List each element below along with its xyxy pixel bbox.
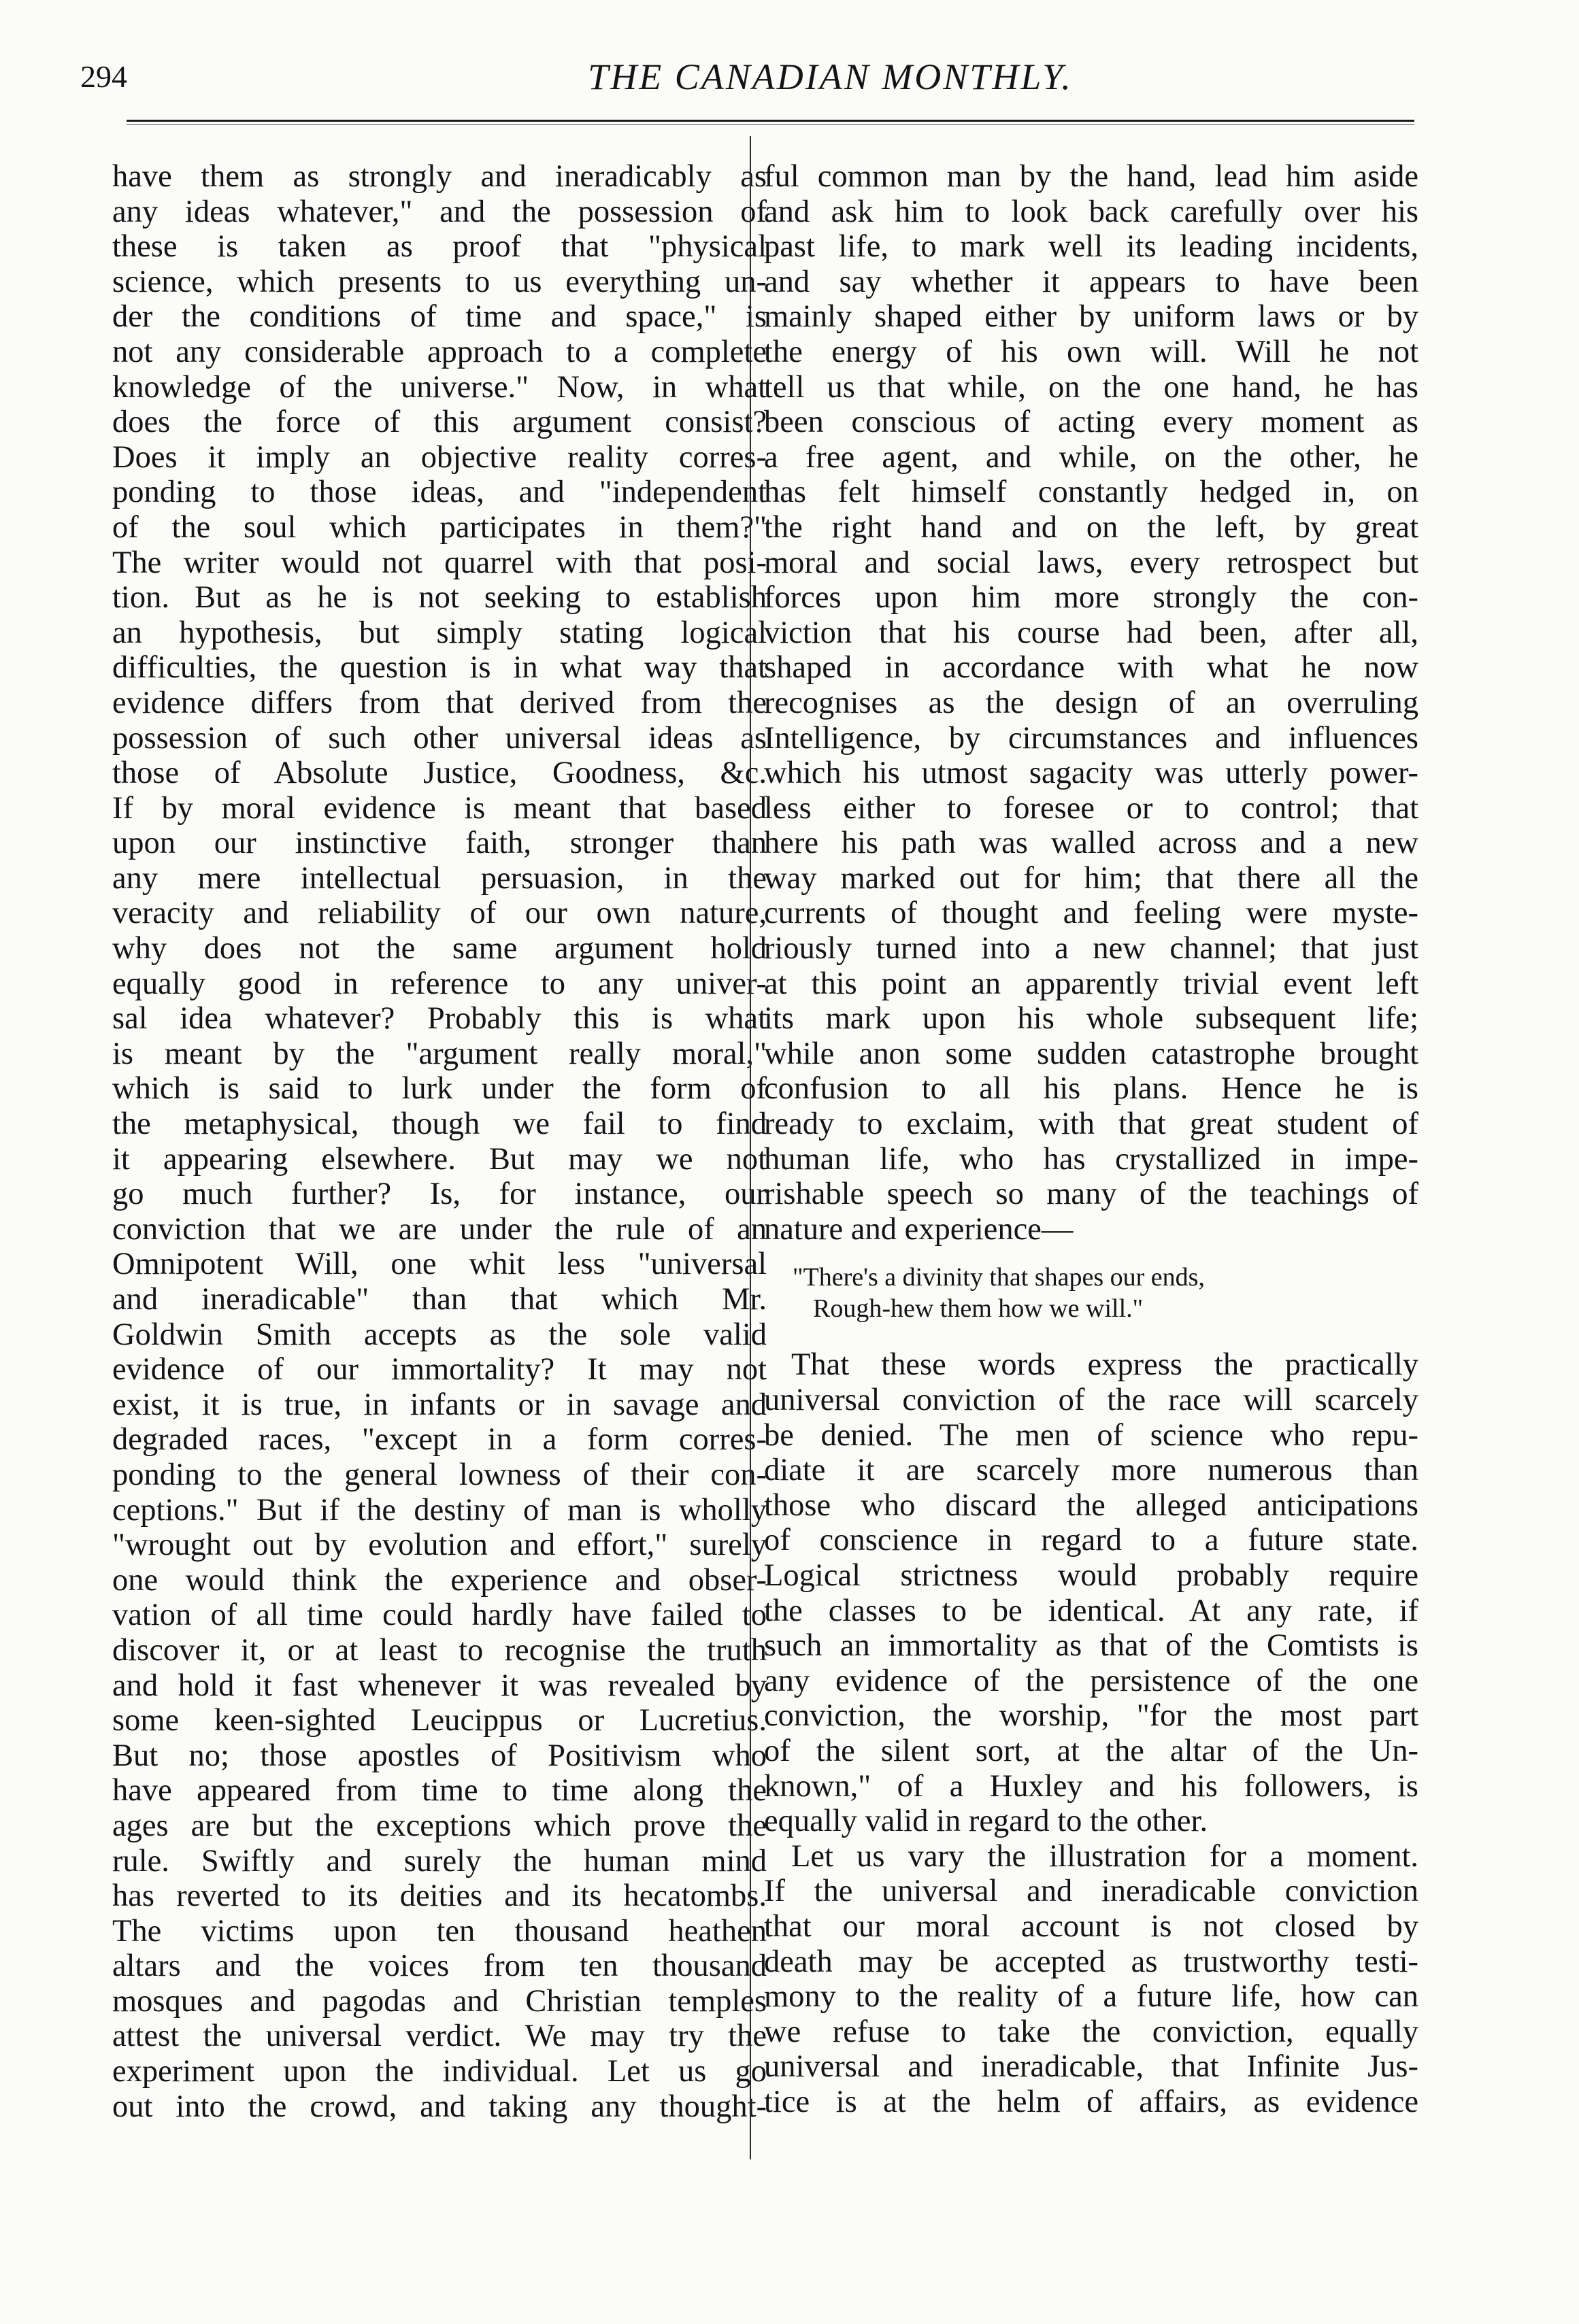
text-line: does the force of this argument consist? [112, 405, 767, 440]
text-line: "wrought out by evolution and effort," surely [112, 1528, 767, 1563]
text-line: rule. Swiftly and surely the human mind [112, 1843, 767, 1879]
text-line: the metaphysical, though we fail to find [112, 1107, 767, 1142]
text-line: If the universal and ineradicable conviction [764, 1874, 1418, 1909]
text-line: difficulties, the question is in what way that [112, 650, 767, 686]
text-line: der the conditions of time and space," is [112, 299, 767, 335]
text-line: sal idea whatever? Probably this is what [112, 1001, 767, 1037]
text-line: ful common man by the hand, lead him aside [764, 159, 1418, 194]
text-line: altars and the voices from ten thousand [112, 1949, 767, 1984]
text-line: be denied. The men of science who repu- [764, 1417, 1418, 1453]
text-line: riously turned into a new channel; that just [764, 931, 1418, 966]
text-line: has reverted to its deities and its hecatombs. [112, 1879, 767, 1914]
text-line: these is taken as proof that "physical [112, 229, 767, 265]
text-line: an hypothesis, but simply stating logical [112, 615, 767, 650]
text-line: equally valid in regard to the other. [764, 1804, 1208, 1839]
text-line: any mere intellectual persuasion, in the [112, 860, 767, 896]
text-line: a free agent, and while, on the other, he [764, 439, 1418, 475]
text-line: and hold it fast whenever it was revealed by [112, 1668, 767, 1703]
text-line: less either to foresee or to control; that [764, 790, 1418, 826]
text-line: But no; those apostles of Positivism who [112, 1738, 767, 1773]
text-line: been conscious of acting every moment as [764, 405, 1418, 440]
text-line: have them as strongly and ineradicably as [112, 159, 767, 194]
text-line: tice is at the helm of affairs, as evidence [764, 2084, 1418, 2119]
text-line: currents of thought and feeling were myste- [764, 896, 1418, 931]
text-line: ponding to the general lowness of their con- [112, 1457, 767, 1492]
text-line: here his path was walled across and a new [764, 826, 1418, 861]
text-line: the right hand and on the left, by great [764, 509, 1418, 545]
text-line: one would think the experience and obser- [112, 1562, 767, 1598]
text-line: mony to the reality of a future life, how can [764, 1979, 1418, 2015]
text-line: conviction that we are under the rule of an [112, 1211, 767, 1247]
text-line: tion. But as he is not seeking to establish [112, 580, 767, 616]
text-line: its mark upon his whole subsequent life; [764, 1001, 1418, 1037]
quote-line: "There's a divinity that shapes our ends, [793, 1263, 1205, 1292]
text-line: the classes to be identical. At any rate, if [764, 1593, 1418, 1628]
text-line: Let us vary the illustration for a moment. [791, 1838, 1418, 1874]
text-line: forces upon him more strongly the con- [764, 580, 1418, 616]
text-line: ready to exclaim, with that great student of [764, 1107, 1418, 1142]
text-line: evidence differs from that derived from the [112, 685, 767, 720]
text-line: Intelligence, by circumstances and influences [764, 720, 1418, 756]
text-line: vation of all time could hardly have failed to [112, 1598, 767, 1633]
text-line: death may be accepted as trustworthy testi- [764, 1944, 1418, 1979]
text-line: That these words express the practically [791, 1347, 1418, 1383]
text-line: veracity and reliability of our own nature, [112, 896, 767, 931]
text-line: some keen-sighted Leucippus or Lucretius. [112, 1703, 767, 1738]
text-line: known," of a Huxley and his followers, is [764, 1768, 1418, 1804]
text-line: conviction, the worship, "for the most part [764, 1698, 1418, 1734]
text-line: moral and social laws, every retrospect but [764, 545, 1418, 580]
text-line: at this point an apparently trivial event left [764, 966, 1418, 1001]
text-line: Logical strictness would probably require [764, 1557, 1418, 1593]
text-line: ceptions." But if the destiny of man is wholly [112, 1492, 767, 1528]
text-line: equally good in reference to any univer- [112, 966, 767, 1001]
text-line: universal conviction of the race will scarcely [764, 1383, 1418, 1417]
text-line: recognises as the design of an overruling [764, 685, 1418, 720]
text-line: attest the universal verdict. We may try the [112, 2019, 767, 2054]
text-line: upon our instinctive faith, stronger than [112, 826, 767, 861]
right-column [764, 159, 1418, 2119]
text-line: why does not the same argument hold [112, 931, 767, 966]
text-line: nature and experience— [764, 1211, 1074, 1247]
text-line: those of Absolute Justice, Goodness, &c. [112, 756, 767, 791]
text-line: such an immortality as that of the Comtists is [764, 1628, 1418, 1664]
text-line: any ideas whatever," and the possession of [112, 194, 767, 229]
verse-quotation [793, 1262, 1418, 1324]
text-line: out into the crowd, and taking any thought- [112, 2089, 767, 2124]
text-line: shaped in accordance with what he now [764, 650, 1418, 686]
column-divider [750, 136, 751, 2159]
text-line: while anon some sudden catastrophe brought [764, 1036, 1418, 1071]
text-line: of the silent sort, at the altar of the Un- [764, 1733, 1418, 1768]
text-line: If by moral evidence is meant that based [112, 790, 767, 826]
text-line: and say whether it appears to have been [764, 264, 1418, 299]
page-number: 294 [80, 59, 127, 94]
text-line: that our moral account is not closed by [764, 1908, 1418, 1944]
text-line: mainly shaped either by uniform laws or by [764, 299, 1418, 335]
text-line: go much further? Is, for instance, our [112, 1177, 767, 1212]
text-line: viction that his course had been, after all, [764, 615, 1418, 650]
text-line: mosques and pagodas and Christian temples [112, 1983, 767, 2019]
quote-line: Rough-hew them how we will." [813, 1294, 1144, 1324]
text-line: tell us that while, on the one hand, he has [764, 369, 1418, 405]
text-line: it appearing elsewhere. But may we not [112, 1141, 767, 1177]
text-line: human life, who has crystallized in impe- [764, 1141, 1418, 1177]
text-line: exist, it is true, in infants or in savage and [112, 1387, 767, 1422]
text-line: The writer would not quarrel with that posi- [112, 545, 767, 580]
text-line: those who discard the alleged anticipations [764, 1487, 1418, 1523]
text-line: diate it are scarcely more numerous than [764, 1453, 1418, 1488]
text-line: science, which presents to us everything un- [112, 264, 767, 299]
text-line: and ask him to look back carefully over his [764, 194, 1418, 229]
text-line: has felt himself constantly hedged in, on [764, 475, 1418, 510]
text-line: evidence of our immortality? It may not [112, 1352, 767, 1387]
header-rule-thin [127, 124, 1414, 125]
text-line: the energy of his own will. Will he not [764, 334, 1418, 369]
text-line: any evidence of the persistence of the one [764, 1663, 1418, 1698]
text-line: have appeared from time to time along the [112, 1773, 767, 1808]
text-line: possession of such other universal ideas as [112, 720, 767, 756]
text-line: we refuse to take the conviction, equally [764, 2014, 1418, 2049]
text-line: way marked out for him; that there all the [764, 860, 1418, 896]
text-line: confusion to all his plans. Hence he is [764, 1071, 1418, 1107]
text-line: of conscience in regard to a future state. [764, 1523, 1418, 1558]
text-line: degraded races, "except in a form corres- [112, 1422, 767, 1458]
text-line: rishable speech so many of the teachings of [764, 1177, 1418, 1212]
text-line: and ineradicable" than that which Mr. [112, 1282, 767, 1317]
text-line: which is said to lurk under the form of [112, 1071, 767, 1107]
text-line: ponding to those ideas, and "independent [112, 475, 767, 510]
text-line: knowledge of the universe." Now, in what [112, 369, 767, 405]
text-line: The victims upon ten thousand heathen [112, 1913, 767, 1949]
text-line: which his utmost sagacity was utterly power- [764, 756, 1418, 791]
running-title: THE CANADIAN MONTHLY. [588, 56, 1073, 97]
left-column [112, 159, 767, 2124]
text-line: ages are but the exceptions which prove the [112, 1808, 767, 1843]
text-line: universal and ineradicable, that Infinite Jus- [764, 2049, 1418, 2085]
text-line: not any considerable approach to a complete [112, 334, 767, 369]
text-line: of the soul which participates in them?" [112, 509, 767, 545]
text-line: Does it imply an objective reality corres- [112, 439, 767, 475]
text-line: Omnipotent Will, one whit less "universal [112, 1247, 767, 1282]
text-line: discover it, or at least to recognise the truth [112, 1632, 767, 1668]
text-line: past life, to mark well its leading incidents, [764, 229, 1418, 265]
header-rule [127, 120, 1414, 122]
text-line: experiment upon the individual. Let us go [112, 2054, 767, 2089]
text-line: is meant by the "argument really moral," [112, 1036, 767, 1071]
text-line: Goldwin Smith accepts as the sole valid [112, 1317, 767, 1352]
